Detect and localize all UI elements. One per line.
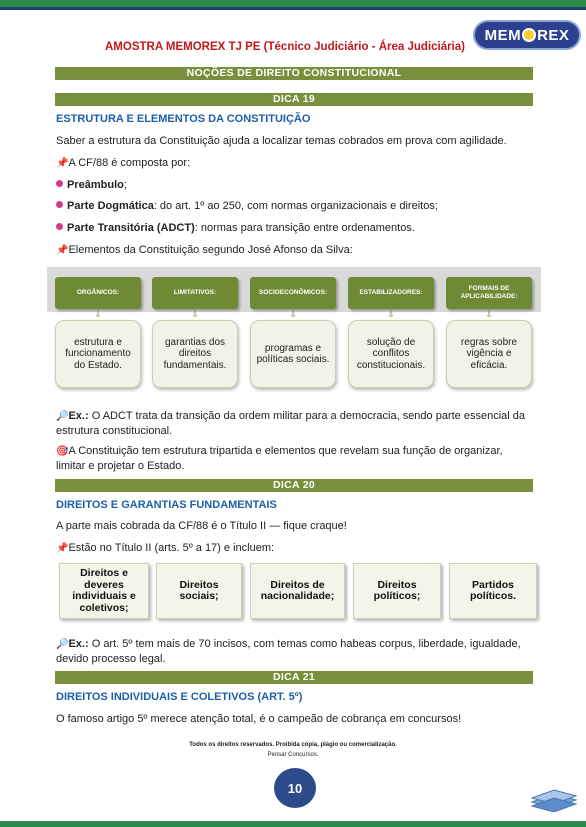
page-number-badge: 10 bbox=[274, 768, 316, 808]
books-stack-icon bbox=[530, 788, 580, 812]
footer-rights: Todos os direitos reservados. Proibida cópia, plágio ou comercialização. bbox=[189, 742, 397, 748]
example-text: O art. 5º tem mais de 70 incisos, com temas como habeas corpus, liberdade, igualdade, devido processo legal. bbox=[56, 638, 521, 665]
element-category: LIMITATIVOS: bbox=[152, 277, 238, 309]
dica-19-heading: ESTRUTURA E ELEMENTOS DA CONSTITUIÇÃO bbox=[56, 113, 311, 125]
down-arrow-icon: ⇩ bbox=[289, 309, 297, 319]
example-text: O ADCT trata da transição da ordem militar para a democracia, sendo parte essencial da estrutura constitucional. bbox=[56, 410, 525, 437]
down-arrow-icon: ⇩ bbox=[191, 309, 199, 319]
pushpin-icon: 📌 bbox=[56, 245, 69, 256]
bullet-dot-icon bbox=[56, 223, 63, 230]
element-category: ESTABILIZADORES: bbox=[348, 277, 434, 309]
bullet-dot-icon bbox=[56, 180, 63, 187]
logo-text-left: MEM bbox=[484, 26, 522, 44]
right-category-card: Direitos de nacionalidade; bbox=[250, 563, 345, 619]
down-arrow-icon: ⇩ bbox=[387, 309, 395, 319]
elements-text: Elementos da Constituição segundo José Afonso da Silva: bbox=[68, 244, 353, 256]
structure-item-rest: : normas para transição entre ordenamentos. bbox=[194, 222, 415, 234]
element-description: regras sobre vigência e eficácia. bbox=[446, 320, 532, 388]
structure-item bbox=[56, 221, 534, 235]
right-category-card: Direitos políticos; bbox=[353, 563, 441, 619]
dica-20-intro: A parte mais cobrada da CF/88 é o Título II — fique craque! bbox=[56, 520, 347, 532]
pushpin-icon: 📌 bbox=[56, 158, 69, 169]
right-category-card: Direitos sociais; bbox=[156, 563, 242, 619]
dica-21-bar: DICA 21 bbox=[55, 671, 533, 684]
bottom-accent-bar bbox=[0, 821, 586, 827]
structure-item-bold: Parte Transitória (ADCT) bbox=[67, 222, 195, 234]
magnifier-icon: 🔎 bbox=[56, 639, 69, 650]
structure-item-bold: Preâmbulo bbox=[67, 179, 124, 191]
element-description: garantias dos direitos fundamentais. bbox=[152, 320, 238, 388]
dica-21-intro: O famoso artigo 5º merece atenção total, é o campeão de cobrança em concursos! bbox=[56, 713, 462, 725]
magnifier-icon: 🔎 bbox=[56, 411, 69, 422]
element-category: ORGÂNICOS: bbox=[55, 277, 141, 309]
section-bar: NOÇÕES DE DIREITO CONSTITUCIONAL bbox=[55, 67, 533, 80]
target-icon: 🎯 bbox=[56, 446, 69, 457]
note-text: A Constituição tem estrutura tripartida e elementos que revelam sua função de organizar, limitar e projetar o Estado. bbox=[56, 445, 503, 472]
lightbulb-icon bbox=[522, 28, 536, 42]
structure-item-bold: Parte Dogmática bbox=[67, 200, 154, 212]
list-line-text: Estão no Título II (arts. 5º a 17) e incluem: bbox=[68, 542, 275, 554]
elements-line bbox=[56, 243, 534, 258]
dica-19-intro: Saber a estrutura da Constituição ajuda a localizar temas cobrados em prova com agilidade. bbox=[56, 135, 507, 147]
element-category: FORMAIS DE APLICABILIDADE: bbox=[446, 277, 532, 309]
dica-20-example bbox=[56, 637, 534, 666]
example-label: Ex.: bbox=[68, 638, 89, 650]
element-description: programas e políticas sociais. bbox=[250, 320, 336, 388]
structure-item bbox=[56, 199, 534, 213]
dica-20-list-line bbox=[56, 541, 534, 556]
dica-19-example bbox=[56, 409, 534, 438]
dica-19-composed-line bbox=[56, 156, 534, 171]
pushpin-icon: 📌 bbox=[56, 543, 69, 554]
document-header-title: AMOSTRA MEMOREX TJ PE (Técnico Judiciário - Área Judiciária) bbox=[105, 41, 465, 53]
example-label: Ex.: bbox=[68, 410, 89, 422]
dica-21-heading: DIREITOS INDIVIDUAIS E COLETIVOS (ART. 5º) bbox=[56, 691, 303, 703]
top-accent-bar bbox=[0, 0, 586, 7]
structure-item-rest: : do art. 1º ao 250, com normas organizacionais e direitos; bbox=[153, 200, 438, 212]
down-arrow-icon: ⇩ bbox=[485, 309, 493, 319]
down-arrow-icon: ⇩ bbox=[94, 309, 102, 319]
logo-text-right: REX bbox=[537, 26, 570, 44]
bullet-dot-icon bbox=[56, 201, 63, 208]
dica-19-bar: DICA 19 bbox=[55, 93, 533, 106]
right-category-card: Partidos políticos. bbox=[449, 563, 537, 619]
composed-text: A CF/88 é composta por: bbox=[68, 157, 191, 169]
structure-item-rest: ; bbox=[123, 179, 127, 191]
memorex-logo bbox=[473, 20, 581, 50]
dica-20-heading: DIREITOS E GARANTIAS FUNDAMENTAIS bbox=[56, 499, 277, 511]
structure-item bbox=[56, 178, 534, 192]
dica-20-bar: DICA 20 bbox=[55, 479, 533, 492]
right-category-card: Direitos e deveres individuais e coletivos; bbox=[59, 563, 149, 619]
footer-brand: Pensar Concursos. bbox=[267, 752, 319, 758]
element-category: SOCIOECONÔMICOS: bbox=[250, 277, 336, 309]
element-description: estrutura e funcionamento do Estado. bbox=[55, 320, 141, 388]
dica-19-note bbox=[56, 444, 534, 473]
element-description: solução de conflitos constitucionais. bbox=[348, 320, 434, 388]
top-accent-bar-secondary bbox=[0, 7, 586, 10]
